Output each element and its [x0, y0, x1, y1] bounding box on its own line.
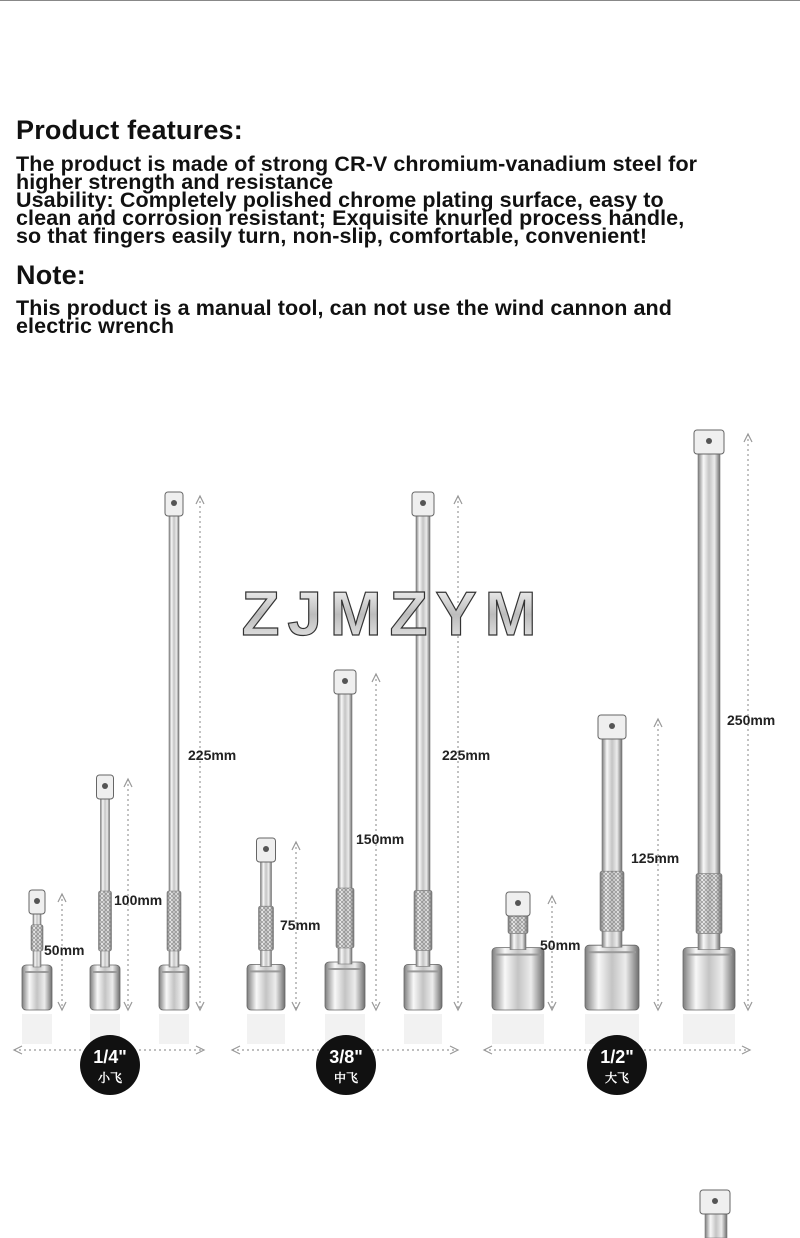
length-label: 125mm [631, 850, 680, 866]
note-line: electric wrench [16, 314, 175, 338]
detent-ball [420, 500, 426, 506]
extension-bar [159, 492, 236, 1044]
features-line: higher strength and resistance [16, 170, 334, 194]
features-line: so that fingers easily turn, non-slip, comfortable, convenient! [16, 224, 648, 248]
note-line: This product is a manual tool, can not use the wind cannon and [16, 296, 673, 320]
extension-bar [683, 430, 775, 1044]
socket-extension-group [484, 430, 775, 1095]
length-label: 100mm [114, 892, 163, 908]
length-label: 150mm [356, 831, 405, 847]
length-label: 250mm [727, 712, 776, 728]
detent-ball [712, 1198, 718, 1204]
socket-end [683, 948, 735, 1010]
socket-extension-group [14, 492, 236, 1095]
note-text [16, 296, 796, 338]
socket-end [492, 948, 544, 1010]
features-line: clean and corrosion resistant; Exquisite knurled process handle, [16, 206, 685, 230]
detent-ball [706, 438, 712, 444]
partial-extension-bar [700, 1190, 730, 1238]
reflection [492, 1014, 544, 1044]
reflection [159, 1014, 189, 1044]
detent-ball [342, 678, 348, 684]
features-text [16, 152, 796, 248]
detent-ball [609, 723, 615, 729]
extension-bar [585, 715, 679, 1044]
extension-bar [404, 492, 490, 1044]
detent-ball [515, 900, 521, 906]
features-line: The product is made of strong CR-V chromium-vanadium steel for [16, 152, 698, 176]
drive-size-label: 1/4" [93, 1047, 127, 1067]
reflection [247, 1014, 285, 1044]
length-label: 225mm [188, 747, 237, 763]
drive-size-name: 中飞 [333, 1071, 359, 1085]
detent-ball [102, 783, 108, 789]
note-heading: Note: [16, 260, 86, 290]
reflection [683, 1014, 735, 1044]
drive-size-label: 3/8" [329, 1047, 363, 1067]
extension-bar [247, 838, 320, 1044]
brand-watermark: ZJMZYM [241, 580, 545, 649]
extension-bar [90, 775, 162, 1044]
socket-end [585, 945, 639, 1010]
top-border-line [0, 0, 800, 1]
reflection [22, 1014, 52, 1044]
drive-size-label: 1/2" [600, 1047, 634, 1067]
drive-size-name: 大飞 [604, 1071, 630, 1085]
length-label: 50mm [44, 942, 85, 958]
length-label: 75mm [280, 917, 321, 933]
extension-bar [325, 670, 404, 1044]
length-label: 225mm [442, 747, 491, 763]
extension-bars-figure [0, 420, 800, 1238]
detent-ball [171, 500, 177, 506]
features-line: Usability: Completely polished chrome plating surface, easy to [16, 188, 664, 212]
extension-bar [492, 892, 580, 1044]
drive-size-name: 小飞 [97, 1071, 123, 1085]
extension-bar [22, 890, 84, 1044]
detent-ball [34, 898, 40, 904]
length-label: 50mm [540, 937, 581, 953]
features-heading: Product features: [16, 115, 243, 145]
reflection [404, 1014, 442, 1044]
detent-ball [263, 846, 269, 852]
